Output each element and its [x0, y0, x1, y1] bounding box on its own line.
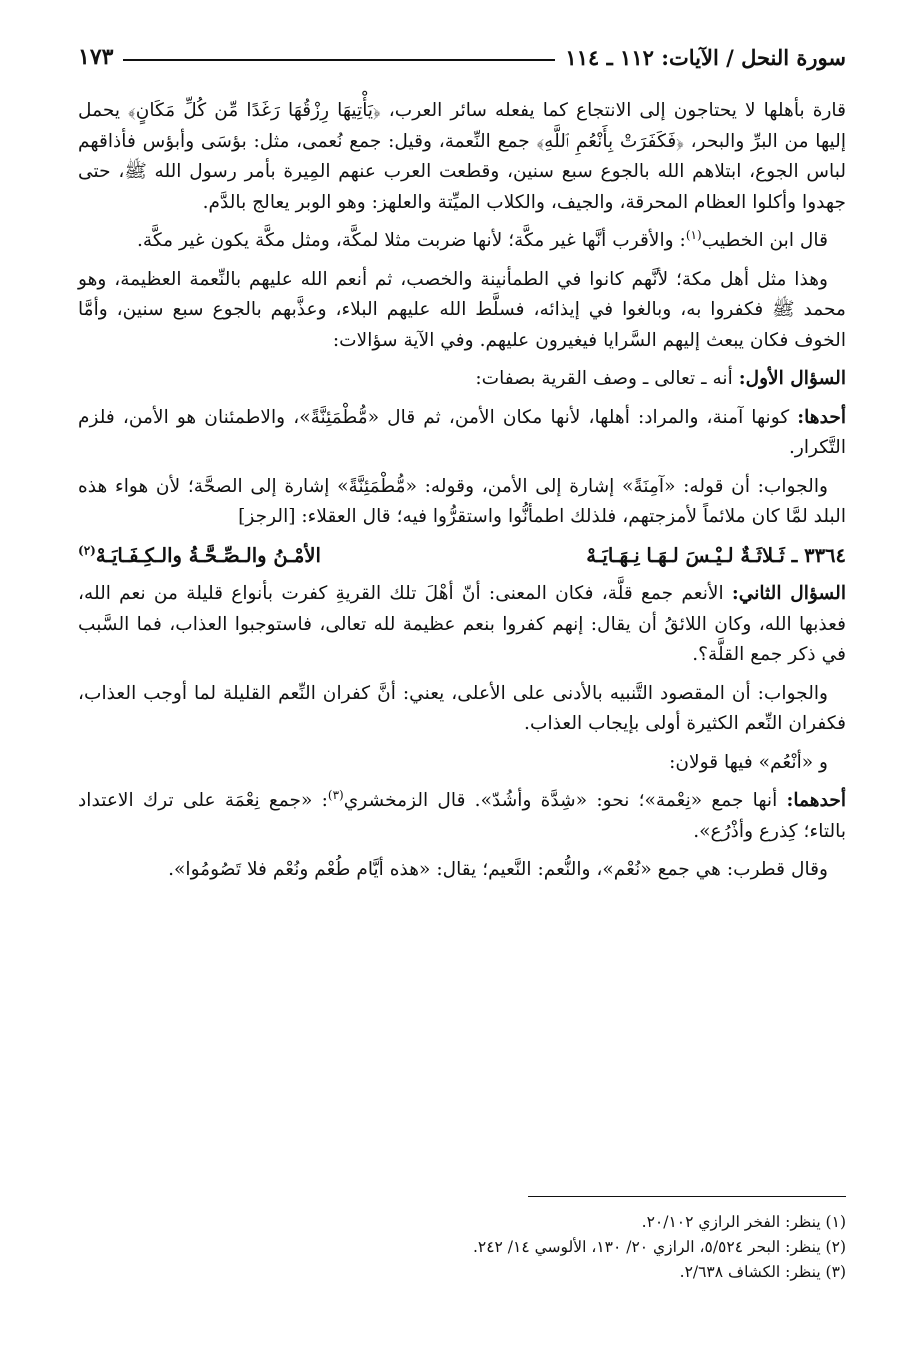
paragraph-2-rest: : والأقرب أنَّها غير مكَّة؛ لأنها ضربت مثلا لمكَّة، ومثل مكَّة يكون غير مكَّة. — [137, 230, 686, 251]
paragraph-4: والجواب: أن قوله: «آمِنَةً» إشارة إلى الأمن، وقوله: «مُّطْمَئِنَّةً» إشارة إلى الصحَّة؛ لأن هواء هذه البلد لمَّا كان ملائماً لأمزجتهم، فلذلك اطمأنُّوا واستقرُّوا فيه؛ قال العقلاء: [الرجز] — [78, 475, 846, 527]
footnote-ref-3: (٣) — [327, 787, 344, 802]
verse-second-half — [78, 541, 321, 572]
paragraph-5: والجواب: أن المقصود التَّنبيه بالأدنى على الأعلى، يعني: أنَّ كفران النِّعم القليلة لما أوجب العذاب، فكفران النِّعم الكثيرة أولى بإيجاب العذاب. — [78, 682, 846, 734]
page-number: ١٧٣ — [78, 44, 114, 70]
poetry-verse — [78, 541, 846, 572]
header-rule — [123, 59, 555, 61]
footnote-ref-1: (١) — [685, 227, 702, 242]
footnote-1: (١) ينظر: الفخر الرازي ٢٠/١٠٢. — [641, 1213, 846, 1231]
answer-1-text: كونها آمنة، والمراد: أهلها، لأنها مكان الأمن، ثم قال «مُّطْمَئِنَّةً»، والاطمئنان هو الأمن، فلزم التَّكرار. — [78, 406, 846, 458]
main-text — [78, 96, 846, 894]
answer-1 — [78, 403, 846, 464]
footnote-ref-2: (٢) — [78, 543, 96, 557]
footnote-3: (٣) ينظر: الكشاف ٢/٦٣٨. — [679, 1263, 846, 1281]
answer-2-text-2: : «جمع نِعْمَة على ترك الاعتداد بالتاء؛ كِذرع وأذْرُع». — [78, 790, 846, 842]
answer-2 — [78, 786, 846, 847]
question-2-label: السؤال الثاني: — [731, 583, 846, 604]
answer-2-label: أحدهما: — [786, 790, 846, 811]
answer-1-label: أحدها: — [797, 406, 846, 428]
paragraph-2 — [78, 226, 846, 257]
question-2 — [78, 579, 846, 671]
verse-number: ٣٣٦٤ ـ — [791, 543, 846, 567]
paragraph-1: قارة بأهلها لا يحتاجون إلى الانتجاع كما يفعله سائر العرب، ﴿يَأْتِيهَا رِزْقُهَا رَغَدًا مِّن كُلِّ مَكَانٍ﴾ يحمل إليها من البرِّ والبحر، ﴿فَكَفَرَتْ بِأَنْعُمِ ٱللَّهِ﴾ جمع النِّعمة، وقيل: جمع نُعمى، مثل: بؤسَى وأبؤس فأذاقهم لباس الجوع، ابتلاهم الله بالجوع سبع سنين، وقطعت العرب عنهم المِيرة بأمر رسول الله ﷺ، حتى جهدوا وأكلوا العظام المحرقة، والجيف، والكلاب الميِّتة والعلهز: وهو الوبر يعالج بالدَّم. — [78, 100, 846, 213]
footnote-rule — [528, 1196, 846, 1197]
verse-hemistich-1: ثَـلاثَـةٌ لـيْـسَ لـهَـا نِـهَـايَـهْ — [586, 543, 785, 567]
paragraph-2-start: قال ابن الخطيب — [701, 230, 828, 251]
verse-hemistich-2: الأمْـنُ والـصِّـحَّـةُ والـكِـفَـايَـهْ — [95, 543, 321, 567]
running-title: سورة النحل / الآيات: ١١٢ ـ ١١٤ — [565, 45, 846, 70]
question-1 — [78, 364, 846, 395]
question-1-text: أنه ـ تعالى ـ وصف القرية بصفات: — [475, 368, 739, 389]
paragraph-6: و «أنْعُم» فيها قولان: — [669, 751, 828, 773]
footnote-list — [78, 1196, 846, 1285]
question-2-text: الأنعم جمع قلَّة، فكان المعنى: أنّ أهْلَ تلك القريةِ كفرت بأنواع قليلة من نعم الله، فعذبها الله، وكان اللائقُ أن يقال: إنهم كفروا بنعم عظيمة لله تعالى، فاستوجبوا العذاب، فما السَّبب في ذكر جمع القلَّة؟. — [78, 583, 846, 665]
page-header — [78, 30, 846, 70]
paragraph-3: وهذا مثل أهل مكة؛ لأنَّهم كانوا في الطمأنينة والخصب، ثم أنعم الله عليهم بالنِّعمة العظيمة، وهو محمد ﷺ فكفروا به، وبالغوا في إيذائه، فسلَّط الله عليهم البلاء، وعذَّبهم بالجوع سبع سنين، وأمَّا الخوف فكان يبعث إليهم السَّرايا فيغيرون عليهم. وفي الآية سؤالات: — [78, 268, 846, 351]
footnotes — [78, 1196, 846, 1285]
verse-first-half — [586, 541, 846, 572]
paragraph-7: وقال قطرب: هي جمع «نُعْم»، والنُّعم: النَّعيم؛ يقال: «هذه أيَّام طُعْم ونُعْم فلا تَصُومُوا». — [168, 859, 828, 880]
footnote-2: (٢) ينظر: البحر ٥/٥٢٤، الرازي ٢٠/ ١٣٠، الألوسي ١٤/ ٢٤٢. — [472, 1238, 846, 1256]
answer-2-text-1: أنها جمع «نِعْمة»؛ نحو: «شِدَّة وأشُدّ». قال الزمخشري — [343, 790, 787, 811]
question-1-label: السؤال الأول: — [738, 368, 846, 389]
